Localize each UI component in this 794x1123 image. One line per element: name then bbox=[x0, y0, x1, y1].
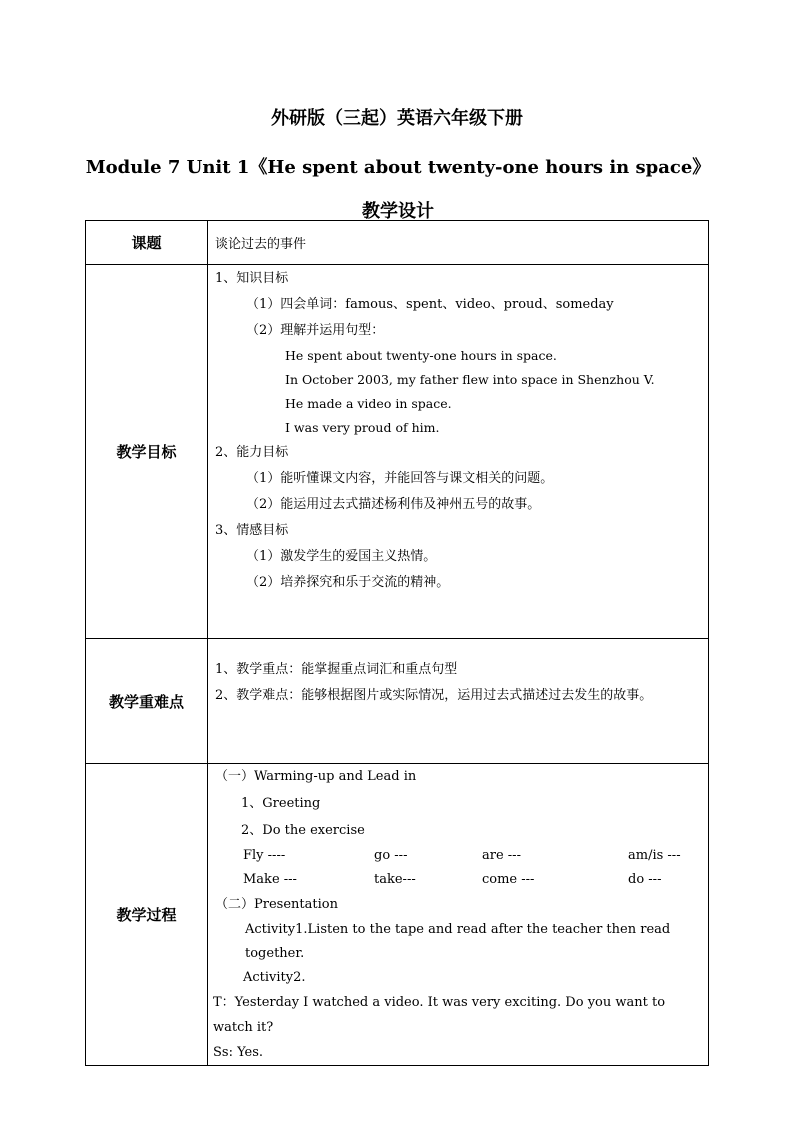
sentence-pattern: In October 2003, my father flew into space in Shenzhou V. bbox=[285, 372, 655, 387]
dialogue-line: T：Yesterday I watched a video. It was very exciting. Do you want to watch it? bbox=[213, 995, 666, 1035]
goal-heading-ability: 2、能力目标 bbox=[215, 445, 289, 460]
exercise-word: Make --- bbox=[243, 872, 297, 887]
process-step: 2、Do the exercise bbox=[241, 823, 365, 838]
process-step: 1、Greeting bbox=[241, 796, 321, 811]
goal-item: （1）能听懂课文内容，并能回答与课文相关的问题。 bbox=[246, 471, 554, 486]
goal-item: （2）理解并运用句型： bbox=[246, 323, 385, 338]
exercise-word: take--- bbox=[374, 872, 416, 887]
goals-label: 教学目标 bbox=[86, 265, 208, 639]
topic-label: 课题 bbox=[86, 221, 208, 265]
lesson-plan-table bbox=[85, 220, 709, 1066]
goal-item: （2）能运用过去式描述杨利伟及神州五号的故事。 bbox=[246, 497, 541, 512]
process-section-heading: （一）Warming-up and Lead in bbox=[215, 769, 417, 784]
goal-item: （1）激发学生的爱国主义热情。 bbox=[246, 549, 437, 564]
topic-cell bbox=[208, 221, 709, 265]
document-title: 外研版（三起）英语六年级下册 bbox=[271, 108, 523, 129]
sentence-pattern: I was very proud of him. bbox=[285, 420, 440, 435]
exercise-row bbox=[208, 844, 708, 868]
exercise-row bbox=[208, 868, 708, 892]
exercise-word: Fly ---- bbox=[243, 848, 286, 863]
sentence-pattern: He spent about twenty-one hours in space. bbox=[285, 348, 557, 363]
table-row-topic bbox=[86, 221, 709, 265]
key-points-cell bbox=[208, 639, 709, 764]
exercise-word: are --- bbox=[482, 848, 521, 863]
table-row-process bbox=[86, 764, 709, 1066]
document-subtitle: Module 7 Unit 1《He spent about twenty-one hours in space》教学设计 bbox=[85, 157, 711, 222]
exercise-word: go --- bbox=[374, 848, 408, 863]
process-cell bbox=[208, 764, 709, 1066]
table-row-key-points bbox=[86, 639, 709, 764]
exercise-word: am/is --- bbox=[628, 848, 681, 863]
goal-item: （1）四会单词：famous、spent、video、proud、someday bbox=[246, 297, 614, 312]
key-point-item: 1、教学重点：能掌握重点词汇和重点句型 bbox=[215, 662, 458, 677]
sentence-pattern: He made a video in space. bbox=[285, 396, 452, 411]
goal-heading-emotion: 3、情感目标 bbox=[215, 523, 289, 538]
key-points-label: 教学重难点 bbox=[86, 639, 208, 764]
exercise-word: come --- bbox=[482, 872, 535, 887]
table-row-goals bbox=[86, 265, 709, 639]
process-section-heading: （二）Presentation bbox=[215, 897, 338, 912]
activity-line: Activity1.Listen to the tape and read after the teacher then read together. bbox=[245, 922, 671, 961]
topic-value: 谈论过去的事件 bbox=[215, 237, 307, 252]
exercise-word: do --- bbox=[628, 872, 662, 887]
dialogue-line: Ss: Yes. bbox=[213, 1045, 264, 1060]
activity-line: Activity2. bbox=[243, 970, 306, 985]
process-label: 教学过程 bbox=[86, 764, 208, 1066]
goal-heading-knowledge: 1、知识目标 bbox=[215, 271, 289, 286]
goals-cell bbox=[208, 265, 709, 639]
difficult-point-item: 2、教学难点：能够根据图片或实际情况，运用过去式描述过去发生的故事。 bbox=[215, 688, 653, 703]
goal-item: （2）培养探究和乐于交流的精神。 bbox=[246, 575, 450, 590]
